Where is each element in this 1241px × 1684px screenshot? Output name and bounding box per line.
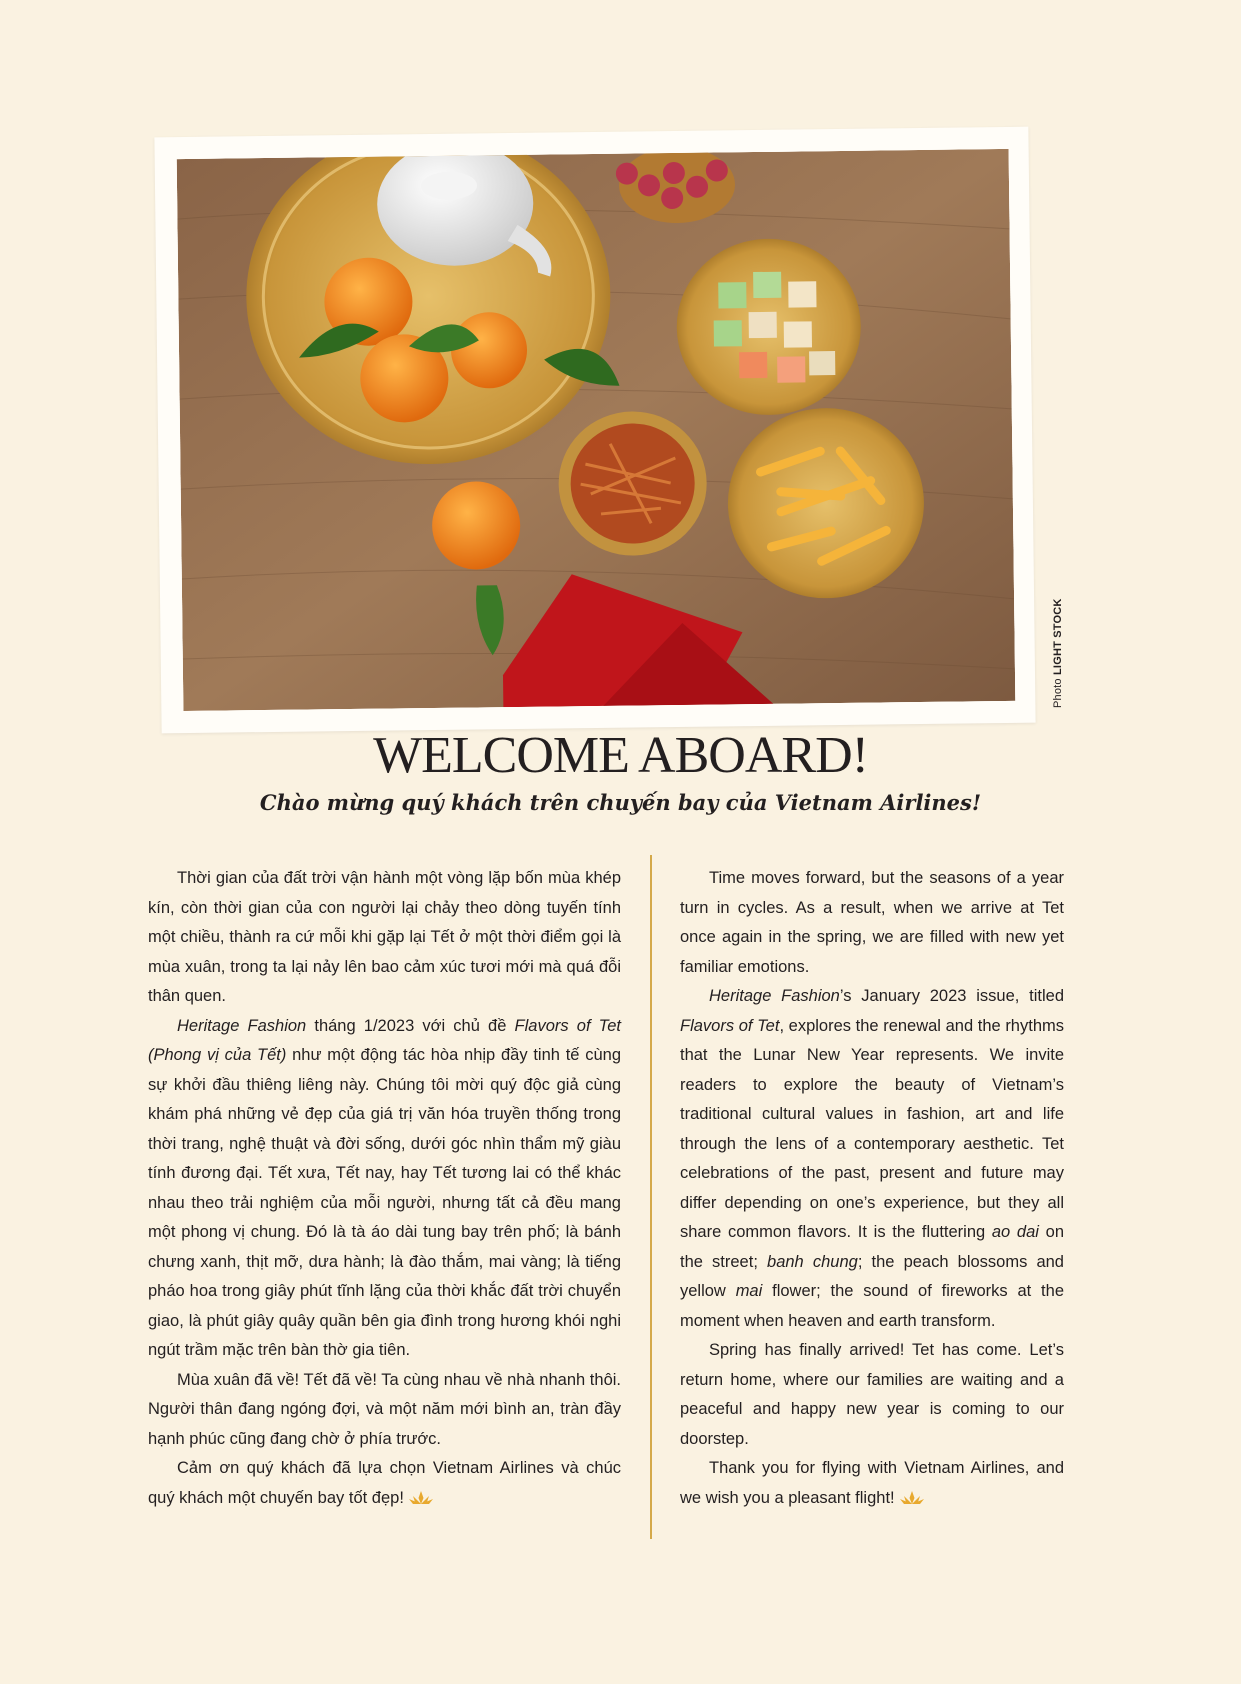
english-column <box>680 864 1064 1513</box>
credit-prefix: Photo <box>1052 678 1064 708</box>
en-paragraph-4: Thank you for flying with Vietnam Airlines, and we wish you a pleasant flight! <box>680 1459 1064 1507</box>
en-paragraph-1: Time moves forward, but the seasons of a year turn in cycles. As a result, when we arrive at Tet once again in the spring, we are filled with new yet familiar emotions. <box>680 869 1064 976</box>
vn-issue-theme: Flavors of Tet (Phong vị của Tết) <box>148 1016 621 1064</box>
vn-paragraph-4: Cảm ơn quý khách đã lựa chọn Vietnam Airlines và chúc quý khách một chuyến bay tốt đẹp! <box>148 1459 621 1507</box>
vietnamese-column <box>148 864 621 1513</box>
lotus-icon <box>899 1490 925 1506</box>
en-paragraph-2: Heritage Fashion’s January 2023 issue, titled Flavors of Tet, explores the renewal and the rhythms that the Lunar New Year represents. We invite readers to explore the beauty of Vietnam’s traditional cultural values in fashion, art and life through the lens of a contemporary aesthetic. Tet celebrations of the past, present and future may differ depending on one’s experience, but they all share common flavors. It is the fluttering ao dai on the street; banh chung; the peach blossoms and yellow mai flower; the sound of fireworks at the moment when heaven and earth transform. <box>680 987 1064 1330</box>
page-title: WELCOME ABOARD! <box>373 727 868 784</box>
vn-paragraph-1: Thời gian của đất trời vận hành một vòng lặp bốn mùa khép kín, còn thời gian của con người lại chảy theo dòng tuyến tính một chiều, thành ra cứ mỗi khi gặp lại Tết ở một thời điểm gọi là mùa xuân, trong ta lại nảy lên bao cảm xúc tươi mới mà quá đỗi thân quen. <box>148 869 621 1005</box>
food-illustration <box>177 149 1016 711</box>
credit-name: LIGHT STOCK <box>1052 598 1064 675</box>
page-subtitle: Chào mừng quý khách trên chuyến bay của Vietnam Airlines! <box>259 790 982 815</box>
lotus-icon <box>408 1490 434 1506</box>
photo-credit <box>1052 598 1064 708</box>
vn-magazine-name: Heritage Fashion <box>177 1016 307 1035</box>
en-magazine-name: Heritage Fashion <box>709 987 840 1005</box>
photo-frame <box>154 127 1035 734</box>
en-paragraph-3: Spring has finally arrived! Tet has come. Let’s return home, where our families are waiting and a peaceful and happy new year is coming to our doorstep. <box>680 1341 1064 1448</box>
en-issue-theme: Flavors of Tet <box>680 1016 780 1035</box>
column-divider <box>650 855 652 1539</box>
vn-paragraph-2: Heritage Fashion tháng 1/2023 với chủ đề Flavors of Tet (Phong vị của Tết) như một động tác hòa nhịp đầy tinh tế cùng sự khởi đầu thiêng liêng này. Chúng tôi mời quý độc giả cùng khám phá những vẻ đẹp của giá trị văn hóa truyền thống trong thời trang, nghệ thuật và đời sống, dưới góc nhìn thẩm mỹ giàu tính đương đại. Tết xưa, Tết nay, hay Tết tương lai có thể khác nhau theo trải nghiệm của mỗi người, nhưng tất cả đều mang một phong vị chung. Đó là tà áo dài tung bay trên phố; là bánh chưng xanh, thịt mỡ, dưa hành; là đào thắm, mai vàng; là tiếng pháo hoa trong giây phút tĩnh lặng của thời khắc đất trời chuyển giao, là phút giây quây quần bên gia đình trong hương khói nghi ngút trầm mặc trên bàn thờ gia tiên. <box>148 1016 622 1359</box>
vn-paragraph-3: Mùa xuân đã về! Tết đã về! Ta cùng nhau về nhà nhanh thôi. Người thân đang ngóng đợi, và một năm mới bình an, tràn đầy hạnh phúc cũng đang chờ ở phía trước. <box>148 1370 621 1448</box>
food-tray-photo <box>177 149 1016 711</box>
